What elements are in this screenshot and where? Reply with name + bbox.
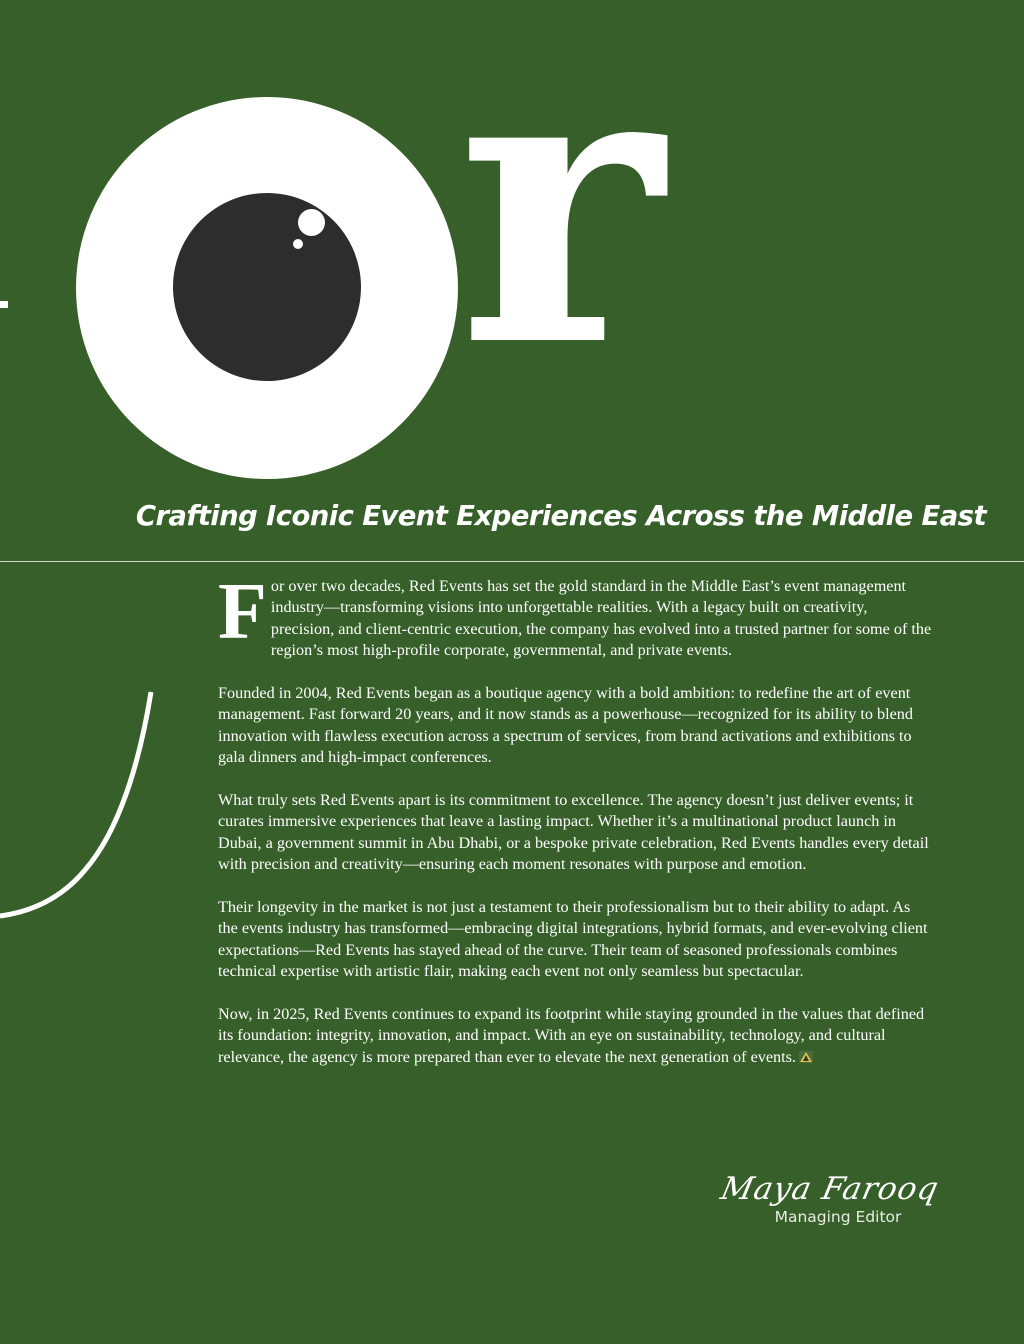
- hero-graphic: [0, 0, 1024, 500]
- hero-letter: r: [458, 0, 664, 432]
- divider: [0, 561, 1024, 562]
- signoff-role: Managing Editor: [774, 1208, 902, 1227]
- paragraph-4: Their longevity in the market is not just a testament to their professionalism but to their ability to adapt. As the events industry has transformed—embracing digital integrations, hybrid formats, and ever-evolving client expectations—Red Events has stayed ahead of the curve. Their team of seasoned professionals combines technical expertise with artistic flair, making each event not only seamless but spectacular.: [218, 898, 928, 981]
- paragraph-5-text: Now, in 2025, Red Events continues to expand its footprint while staying grounded in the values that defined its foundation: integrity, innovation, and impact. With an eye on sustainability, technology, and cultural relevance, the agency is more prepared than ever to elevate the next generation of events.: [218, 1005, 925, 1066]
- page-subtitle: Crafting Iconic Event Experiences Across the Middle East: [135, 500, 986, 532]
- eye-glint-small: [293, 239, 303, 249]
- signoff: [717, 1171, 943, 1227]
- letter-fragment: [0, 301, 8, 308]
- drop-cap: F: [218, 568, 267, 656]
- paragraph-1-text: or over two decades, Red Events has set the gold standard in the Middle East’s event management industry—transforming visions into unforgettable realities. With a legacy built on creativity, precision, and client-centric execution, the company has evolved into a trusted partner for some of the region’s most high-profile corporate, governmental, and private events.: [270, 577, 932, 660]
- paragraph-3: What truly sets Red Events apart is its commitment to excellence. The agency doesn’t just deliver events; it curates immersive experiences that leave a lasting impact. Whether it’s a multinational product launch in Dubai, a government summit in Abu Dhabi, or a bespoke private celebration, Red Events handles every detail with precision and creativity—ensuring each moment resonates with purpose and emotion.: [218, 791, 929, 874]
- eye-glint-large: [298, 209, 325, 236]
- decorative-curve: [0, 680, 160, 920]
- paragraph-2: Founded in 2004, Red Events began as a boutique agency with a bold ambition: to redefine the art of event management. Fast forward 20 years, and it now stands as a powerhouse—recognized for its ability to blend innovation with flawless execution across a spectrum of services, from brand activations and exhibitions to gala dinners and high-impact conferences.: [218, 684, 913, 767]
- paragraph-1: [218, 568, 934, 662]
- signature: Maya Farooq: [717, 1171, 943, 1207]
- paragraph-5: [218, 1004, 934, 1068]
- small-tent-emoji-icon: [799, 1051, 813, 1063]
- eye-pupil: [173, 193, 361, 381]
- article-body: [218, 568, 934, 1090]
